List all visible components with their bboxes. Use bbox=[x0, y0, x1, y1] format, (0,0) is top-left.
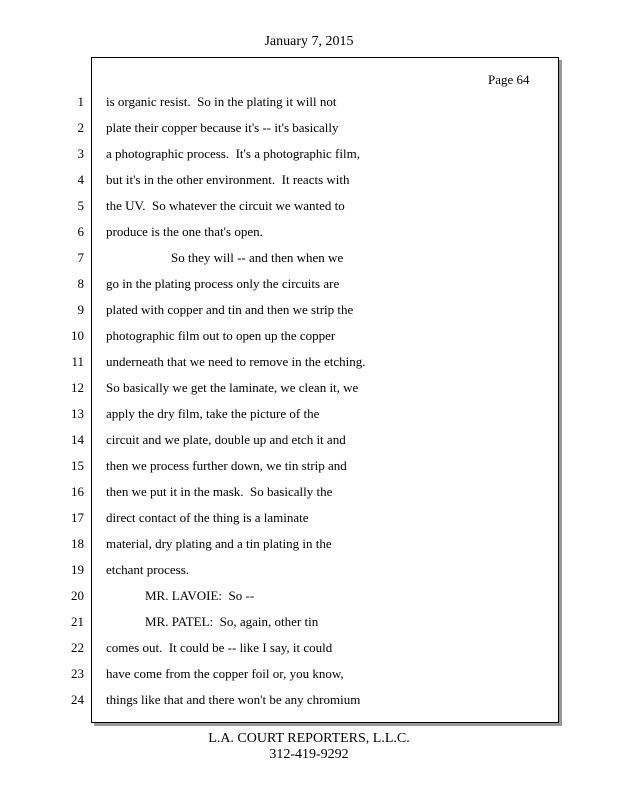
line-text: but it's in the other environment. It reacts with bbox=[106, 172, 350, 187]
transcript-line bbox=[0, 614, 618, 640]
line-number: 21 bbox=[71, 614, 84, 629]
line-text: underneath that we need to remove in the etching. bbox=[106, 354, 366, 369]
line-text: photographic film out to open up the copper bbox=[106, 328, 336, 343]
footer bbox=[0, 731, 618, 763]
line-number: 5 bbox=[77, 198, 84, 213]
line-number: 18 bbox=[71, 536, 84, 551]
transcript-line bbox=[0, 484, 618, 510]
line-text: a photographic process. It's a photographic film, bbox=[106, 146, 360, 161]
transcript-line bbox=[0, 198, 618, 224]
line-text: then we put it in the mask. So basically the bbox=[106, 484, 333, 499]
transcript-line bbox=[0, 276, 618, 302]
line-text: have come from the copper foil or, you know, bbox=[106, 666, 344, 681]
line-text: MR. PATEL: So, again, other tin bbox=[106, 614, 319, 629]
line-text: circuit and we plate, double up and etch it and bbox=[106, 432, 346, 447]
line-number: 6 bbox=[77, 224, 84, 239]
line-number: 9 bbox=[77, 302, 84, 317]
line-number: 8 bbox=[77, 276, 84, 291]
transcript-line bbox=[0, 458, 618, 484]
transcript-line bbox=[0, 588, 618, 614]
line-number: 12 bbox=[71, 380, 84, 395]
transcript-line bbox=[0, 146, 618, 172]
line-number: 14 bbox=[71, 432, 84, 447]
transcript-line bbox=[0, 692, 618, 718]
line-number: 13 bbox=[71, 406, 84, 421]
line-number: 16 bbox=[71, 484, 84, 499]
line-text: So basically we get the laminate, we clean it, we bbox=[106, 380, 359, 395]
transcript-line bbox=[0, 94, 618, 120]
line-text: material, dry plating and a tin plating in the bbox=[106, 536, 332, 551]
transcript-line bbox=[0, 640, 618, 666]
transcript-line bbox=[0, 302, 618, 328]
line-number: 7 bbox=[77, 250, 84, 265]
line-number: 4 bbox=[77, 172, 84, 187]
line-text: So they will -- and then when we bbox=[106, 250, 344, 265]
line-number: 15 bbox=[71, 458, 84, 473]
transcript-line bbox=[0, 510, 618, 536]
footer-company: L.A. COURT REPORTERS, L.L.C. bbox=[208, 731, 410, 746]
transcript-line bbox=[0, 250, 618, 276]
line-text: comes out. It could be -- like I say, it could bbox=[106, 640, 333, 655]
transcript-line bbox=[0, 224, 618, 250]
line-text: then we process further down, we tin strip and bbox=[106, 458, 347, 473]
transcript-line bbox=[0, 380, 618, 406]
line-number: 23 bbox=[71, 666, 84, 681]
transcript-line bbox=[0, 562, 618, 588]
line-text: MR. LAVOIE: So -- bbox=[106, 588, 255, 603]
line-text: things like that and there won't be any chromium bbox=[106, 692, 361, 707]
header-date: January 7, 2015 bbox=[264, 34, 354, 49]
line-text: is organic resist. So in the plating it will not bbox=[106, 94, 337, 109]
footer-phone: 312-419-9292 bbox=[269, 747, 349, 762]
transcript-line bbox=[0, 406, 618, 432]
page-number: Page 64 bbox=[488, 72, 530, 87]
transcript-line bbox=[0, 120, 618, 146]
line-number: 1 bbox=[77, 94, 84, 109]
line-number: 22 bbox=[71, 640, 84, 655]
line-text: the UV. So whatever the circuit we wanted to bbox=[106, 198, 345, 213]
line-text: plate their copper because it's -- it's basically bbox=[106, 120, 339, 135]
transcript-line bbox=[0, 172, 618, 198]
transcript-line bbox=[0, 328, 618, 354]
line-number: 19 bbox=[71, 562, 84, 577]
line-number: 3 bbox=[77, 146, 84, 161]
line-text: etchant process. bbox=[106, 562, 190, 577]
line-number: 17 bbox=[71, 510, 84, 525]
line-number: 24 bbox=[71, 692, 84, 707]
line-number: 11 bbox=[71, 354, 84, 369]
line-text: produce is the one that's open. bbox=[106, 224, 263, 239]
transcript-line bbox=[0, 432, 618, 458]
line-text: plated with copper and tin and then we strip the bbox=[106, 302, 354, 317]
line-number: 2 bbox=[77, 120, 84, 135]
line-number: 10 bbox=[71, 328, 84, 343]
transcript-line bbox=[0, 354, 618, 380]
transcript-line bbox=[0, 666, 618, 692]
line-number: 20 bbox=[71, 588, 84, 603]
line-text: go in the plating process only the circuits are bbox=[106, 276, 340, 291]
line-text: direct contact of the thing is a laminate bbox=[106, 510, 309, 525]
transcript-line bbox=[0, 536, 618, 562]
line-text: apply the dry film, take the picture of the bbox=[106, 406, 320, 421]
